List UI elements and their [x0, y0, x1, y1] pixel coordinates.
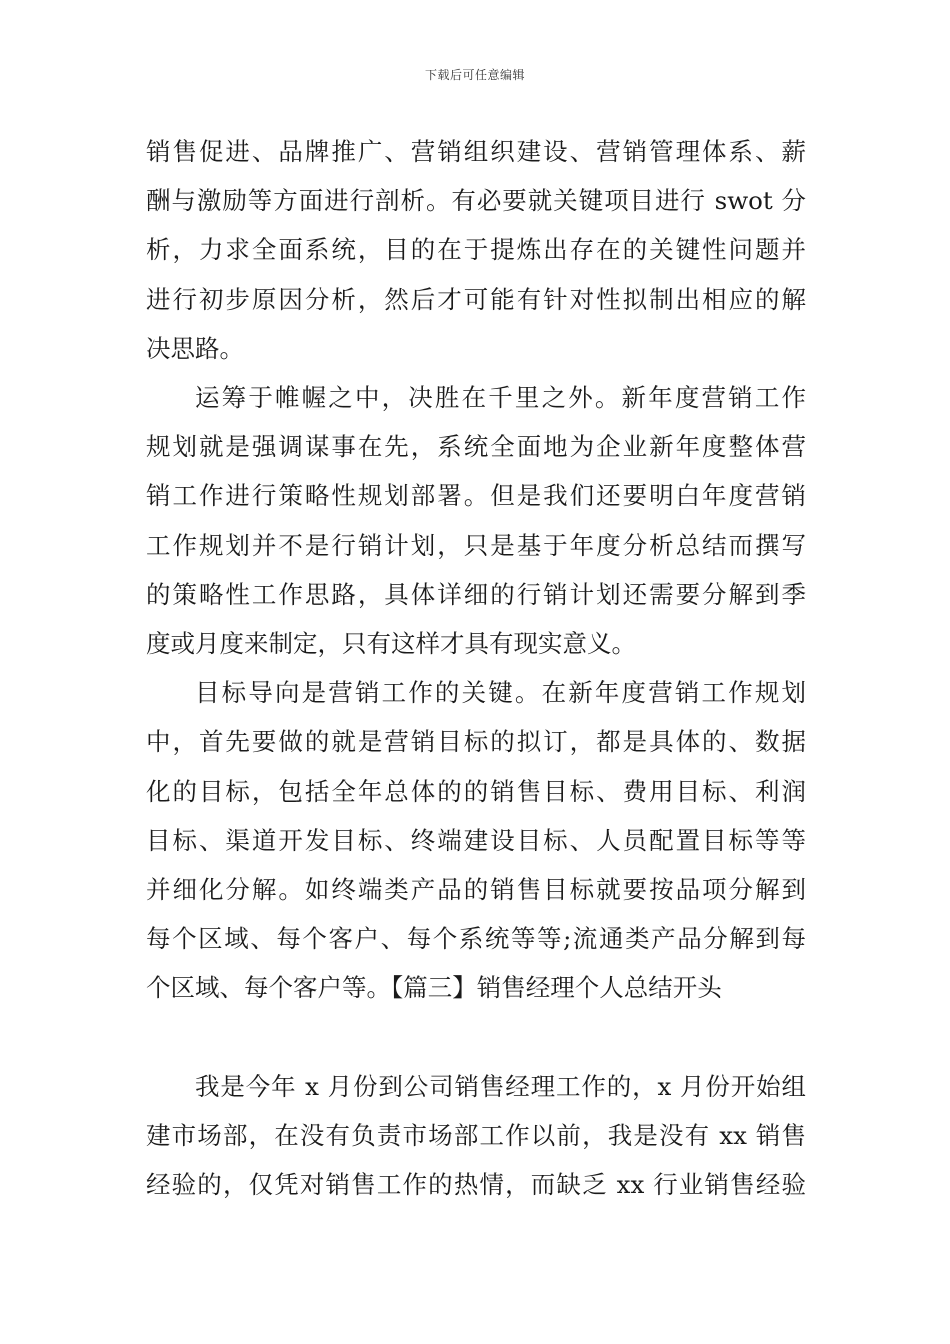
- text-line: 工作规划并不是行销计划，只是基于年度分析总结而撰写: [146, 530, 806, 560]
- text-line: 进行初步原因分析，然后才可能有针对性拟制出相应的解: [146, 284, 806, 314]
- text-line: 我是今年 x 月份到公司销售经理工作的，x 月份开始组: [195, 1071, 806, 1101]
- text-line: 每个区域、每个客户、每个系统等等;流通类产品分解到每: [146, 924, 806, 954]
- text-line: 销工作进行策略性规划部署。但是我们还要明白年度营销: [146, 481, 806, 511]
- text-line: 度或月度来制定，只有这样才具有现实意义。: [146, 629, 636, 659]
- text-line: 规划就是强调谋事在先，系统全面地为企业新年度整体营: [146, 432, 806, 462]
- text-line: 酬与激励等方面进行剖析。有必要就关键项目进行 swot 分: [146, 186, 806, 216]
- paragraph-3: [146, 668, 806, 1012]
- text-line: 中，首先要做的就是营销目标的拟订，都是具体的、数据: [146, 727, 806, 757]
- paragraph-2: [146, 373, 806, 668]
- paragraph-4: [146, 1062, 806, 1210]
- text-line: 目标导向是营销工作的关键。在新年度营销工作规划: [195, 678, 806, 708]
- text-line: 决思路。: [146, 333, 244, 363]
- text-line: 析，力求全面系统，目的在于提炼出存在的关键性问题并: [146, 235, 806, 265]
- text-line: 销售促进、品牌推广、营销组织建设、营销管理体系、薪: [146, 137, 806, 166]
- paragraph-1: [146, 127, 806, 373]
- text-line: 个区域、每个客户等。【篇三】销售经理个人总结开头: [146, 973, 722, 1003]
- text-line: 经验的，仅凭对销售工作的热情，而缺乏 xx 行业销售经验: [146, 1170, 806, 1200]
- text-line: 的策略性工作思路，具体详细的行销计划还需要分解到季: [146, 579, 806, 609]
- document-body: [146, 127, 806, 1209]
- paragraph-spacer: [146, 1013, 806, 1062]
- text-line: 化的目标，包括全年总体的的销售目标、费用目标、利润: [146, 776, 806, 806]
- text-line: 目标、渠道开发目标、终端建设目标、人员配置目标等等: [146, 825, 806, 855]
- page-header: 下载后可任意编辑: [424, 68, 525, 82]
- text-line: 并细化分解。如终端类产品的销售目标就要按品项分解到: [146, 875, 806, 905]
- text-line: 运筹于帷幄之中，决胜在千里之外。新年度营销工作: [195, 383, 806, 413]
- text-line: 建市场部，在没有负责市场部工作以前，我是没有 xx 销售: [146, 1120, 806, 1150]
